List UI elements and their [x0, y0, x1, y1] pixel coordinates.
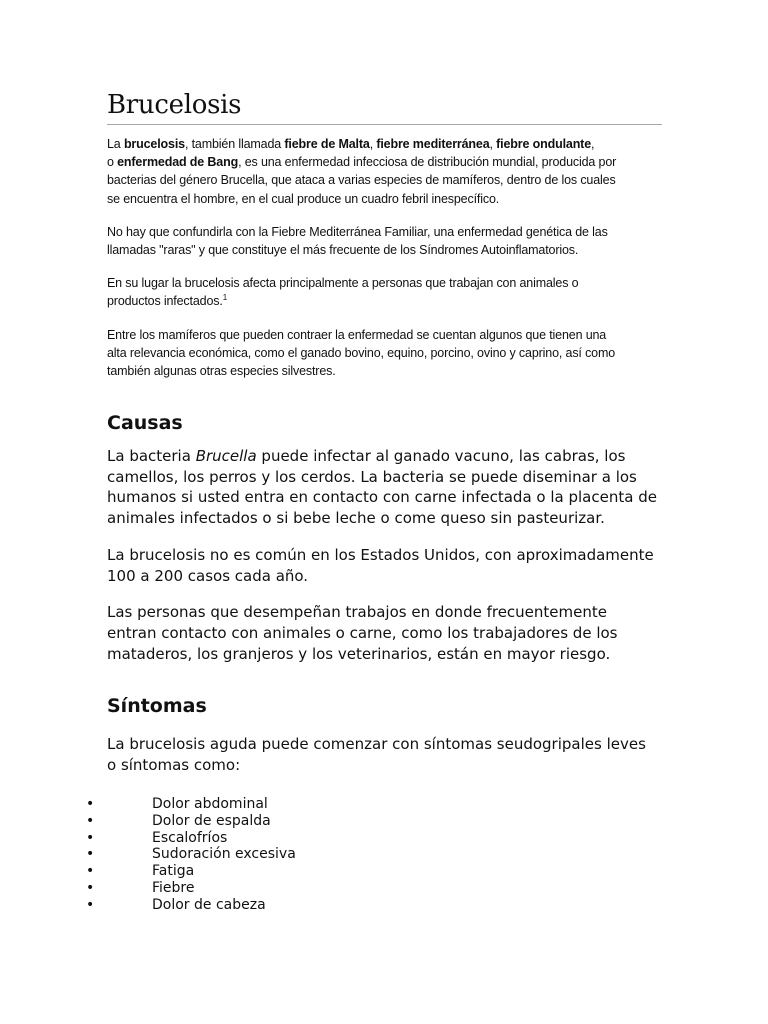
bullet-icon: • — [86, 812, 95, 829]
text-line: entran contacto con animales o carne, como los trabajadores de los — [107, 623, 618, 642]
causas-paragraph-3 — [107, 602, 667, 664]
italic-term: Brucella — [195, 447, 257, 465]
list-item — [0, 830, 400, 847]
text-run: , — [369, 137, 377, 151]
text-line: Entre los mamíferos que pueden contraer la enfermedad se cuentan algunos que tienen una — [107, 327, 607, 342]
list-item-label: Sudoración excesiva — [152, 846, 296, 863]
causas-heading: Causas — [107, 412, 183, 434]
document-page — [107, 86, 662, 774]
sintomas-paragraph-1 — [107, 734, 667, 775]
causas-paragraph-1 — [107, 446, 667, 529]
list-item — [0, 880, 400, 897]
text-line: llamadas "raras" y que constituye el más frecuente de los Síndromes Autoinflamatorios. — [107, 243, 579, 258]
bold-term: fiebre ondulante — [496, 137, 592, 151]
text-run: , también llamada — [184, 137, 285, 151]
list-item — [0, 897, 400, 914]
bold-term: enfermedad de Bang — [117, 155, 239, 170]
text-line: 100 a 200 casos cada año. — [107, 566, 309, 585]
bullet-icon: • — [86, 829, 95, 846]
causas-section — [107, 409, 667, 664]
text-run: La — [107, 137, 124, 151]
bold-term: brucelosis — [123, 137, 185, 151]
text-run: La bacteria — [107, 447, 196, 465]
text-line: En su lugar la brucelosis afecta principalmente a personas que trabajan con animales o — [107, 276, 579, 291]
list-item-label: Dolor de cabeza — [152, 896, 266, 913]
text-line: camellos, los perros y los cerdos. La bacteria se puede diseminar a los — [107, 467, 637, 486]
text-run: o — [107, 155, 118, 170]
sintomas-section — [107, 692, 667, 775]
list-item-label: Fiebre — [152, 879, 195, 896]
footnote-marker: 1 — [222, 293, 227, 303]
list-item — [0, 863, 400, 880]
list-item — [0, 813, 400, 830]
list-item-label: Dolor de espalda — [152, 812, 271, 829]
list-item-label: Dolor abdominal — [152, 796, 268, 812]
text-line: o síntomas como: — [107, 755, 241, 774]
causas-paragraph-2 — [107, 545, 667, 586]
text-line: productos infectados. — [107, 294, 223, 309]
text-line: animales infectados o si bebe leche o come queso sin pasteurizar. — [107, 509, 605, 528]
list-item — [0, 796, 400, 813]
text-line: No hay que confundirla con la Fiebre Mediterránea Familiar, una enfermedad genética de las — [107, 224, 608, 239]
title-divider — [107, 124, 662, 125]
text-run: , — [591, 137, 595, 151]
text-run: , — [489, 137, 497, 151]
sintomas-heading: Síntomas — [107, 695, 207, 717]
text-line: también algunas otras especies silvestres. — [107, 364, 336, 379]
list-item — [0, 846, 400, 863]
text-line: humanos si usted entra en contacto con carne infectada o la placenta de — [107, 488, 657, 507]
symptom-list — [0, 796, 400, 914]
text-line: mataderos, los granjeros y los veterinarios, están en mayor riesgo. — [107, 644, 611, 663]
intro-paragraph-1 — [107, 135, 662, 208]
bullet-icon: • — [86, 896, 95, 913]
intro-paragraph-4 — [107, 326, 662, 381]
bullet-icon: • — [86, 796, 95, 812]
text-line: La brucelosis aguda puede comenzar con síntomas seudogripales leves — [107, 735, 646, 753]
text-run: puede infectar al ganado vacuno, las cabras, los — [256, 447, 626, 465]
intro-section — [107, 135, 662, 380]
list-item-label: Escalofríos — [152, 829, 228, 846]
bullet-icon: • — [86, 863, 95, 880]
text-line: bacterias del género Brucella, que ataca a varias especies de mamíferos, dentro de los cuales — [107, 173, 616, 188]
text-run: , es una enfermedad infecciosa de distribución mundial, producida por — [238, 155, 617, 170]
text-line: Las personas que desempeñan trabajos en donde frecuentemente — [107, 603, 607, 622]
list-item-label: Fatiga — [152, 863, 195, 880]
text-line: La brucelosis no es común en los Estados Unidos, con aproximadamente — [107, 545, 654, 564]
bullet-icon: • — [86, 846, 95, 863]
intro-paragraph-2 — [107, 223, 662, 259]
bold-term: fiebre mediterránea — [376, 137, 490, 151]
bold-term: fiebre de Malta — [284, 137, 370, 151]
text-line: alta relevancia económica, como el ganado bovino, equino, porcino, ovino y caprino, así como — [107, 345, 616, 360]
text-line: se encuentra el hombre, en el cual produce un cuadro febril inespecífico. — [107, 191, 500, 206]
intro-paragraph-3 — [107, 274, 662, 310]
bullet-icon: • — [86, 879, 95, 896]
page-title: Brucelosis — [107, 90, 242, 120]
